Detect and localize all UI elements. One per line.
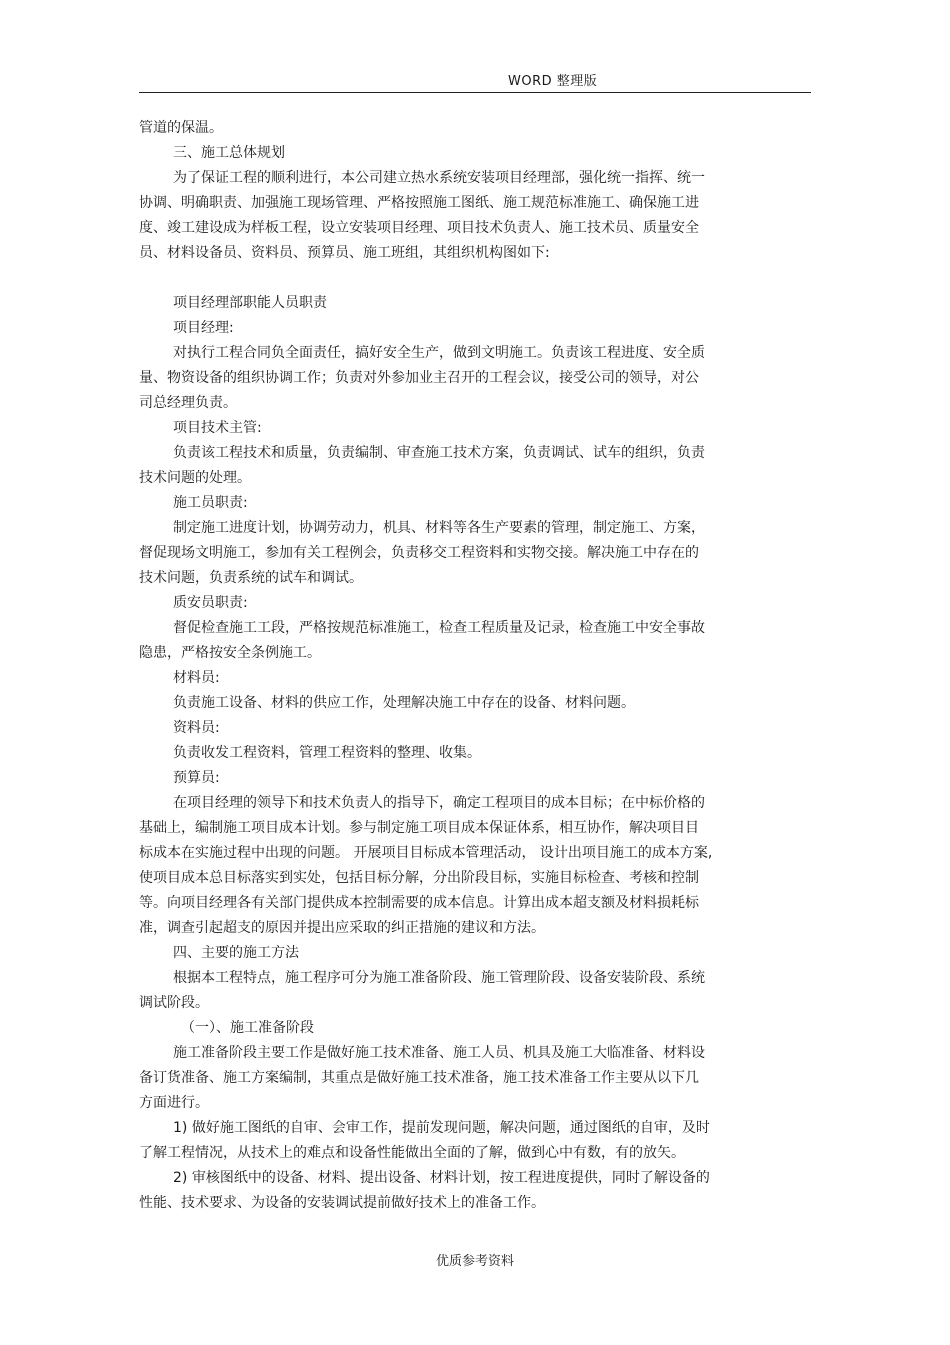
text-line: 方面进行。 bbox=[139, 1095, 209, 1111]
text-line: （一）、施工准备阶段 bbox=[181, 1020, 314, 1036]
text-line: 负责施工设备、材料的供应工作，处理解决施工中存在的设备、材料问题。 bbox=[173, 695, 635, 711]
text-line: 使项目成本总目标落实到实处，包括目标分解，分出阶段目标，实施目标检查、考核和控制 bbox=[139, 870, 699, 886]
header-text: WORD 整理版 bbox=[508, 74, 598, 89]
text-line: 施工准备阶段主要工作是做好施工技术准备、施工人员、机具及施工大临准备、材料设 bbox=[173, 1045, 705, 1061]
text-line: 质安员职责: bbox=[173, 595, 248, 611]
text-line: 项目经理: bbox=[173, 320, 234, 336]
text-line: 度、竣工建设成为样板工程，设立安装项目经理、项目技术负责人、施工技术员、质量安全 bbox=[139, 220, 699, 236]
text-line: 在项目经理的领导下和技术负责人的指导下，确定工程项目的成本目标；在中标价格的 bbox=[173, 795, 705, 811]
text-line: 等。向项目经理各有关部门提供成本控制需要的成本信息。计算出成本超支额及材料损耗标 bbox=[139, 895, 699, 911]
text-line: 量、物资设备的组织协调工作；负责对外参加业主召开的工程会议，接受公司的领导，对公 bbox=[139, 370, 699, 386]
text-line: 基础上，编制施工项目成本计划。参与制定施工项目成本保证体系，相互协作，解决项目目 bbox=[139, 820, 699, 836]
text-line: 负责该工程技术和质量，负责编制、审查施工技术方案，负责调试、试车的组织，负责 bbox=[173, 445, 705, 461]
text-line: 1) 做好施工图纸的自审、会审工作，提前发现问题，解决问题，通过图纸的自审，及时 bbox=[173, 1120, 710, 1136]
text-line: 项目经理部职能人员职责 bbox=[173, 295, 327, 311]
text-line: 标成本在实施过程中出现的问题。 开展项目目标成本管理活动， 设计出项目施工的成本方案, bbox=[139, 845, 713, 861]
page-header bbox=[139, 68, 811, 93]
text-line: 管道的保温。 bbox=[139, 120, 223, 136]
text-line: 为了保证工程的顺利进行，本公司建立热水系统安装项目经理部，强化统一指挥、统一 bbox=[173, 170, 705, 186]
text-line: 负责收发工程资料，管理工程资料的整理、收集。 bbox=[173, 745, 481, 761]
text-line: 隐患，严格按安全条例施工。 bbox=[139, 645, 321, 661]
text-line: 员、材料设备员、资料员、预算员、施工班组，其组织机构图如下: bbox=[139, 245, 550, 261]
text-line: 技术问题的处理。 bbox=[139, 470, 251, 486]
text-line: 协调、明确职责、加强施工现场管理、严格按照施工图纸、施工规范标准施工、确保施工进 bbox=[139, 195, 699, 211]
text-line: 对执行工程合同负全面责任，搞好安全生产，做到文明施工。负责该工程进度、安全质 bbox=[173, 345, 705, 361]
text-line: 2) 审核图纸中的设备、材料、提出设备、材料计划，按工程进度提供，同时了解设备的 bbox=[173, 1170, 710, 1186]
text-line: 技术问题，负责系统的试车和调试。 bbox=[139, 570, 363, 586]
text-line: 了解工程情况，从技术上的难点和设备性能做出全面的了解，做到心中有数，有的放矢。 bbox=[139, 1145, 685, 1161]
text-line: 制定施工进度计划，协调劳动力，机具、材料等各生产要素的管理，制定施工、方案， bbox=[173, 520, 705, 536]
text-line: 三、施工总体规划 bbox=[173, 145, 285, 161]
text-line: 资料员: bbox=[173, 720, 220, 736]
text-line: 准，调查引起超支的原因并提出应采取的纠正措施的建议和方法。 bbox=[139, 920, 545, 936]
text-line: 调试阶段。 bbox=[139, 995, 209, 1011]
text-line: 司总经理负责。 bbox=[139, 395, 237, 411]
text-line: 预算员: bbox=[173, 770, 220, 786]
text-line: 四、主要的施工方法 bbox=[173, 945, 299, 961]
text-line: 督促检查施工工段，严格按规范标准施工，检查工程质量及记录，检查施工中安全事故 bbox=[173, 620, 705, 636]
text-line: 备订货准备、施工方案编制，其重点是做好施工技术准备，施工技术准备工作主要从以下几 bbox=[139, 1070, 699, 1086]
text-line: 材料员: bbox=[173, 670, 220, 686]
text-line: 督促现场文明施工，参加有关工程例会，负责移交工程资料和实物交接。解决施工中存在的 bbox=[139, 545, 699, 561]
text-line: 施工员职责: bbox=[173, 495, 248, 511]
text-line: 根据本工程特点，施工程序可分为施工准备阶段、施工管理阶段、设备安装阶段、系统 bbox=[173, 970, 705, 986]
text-line: 性能、技术要求、为设备的安装调试提前做好技术上的准备工作。 bbox=[139, 1195, 545, 1211]
page-footer: 优质参考资料 bbox=[435, 1254, 514, 1269]
text-line: 项目技术主管: bbox=[173, 420, 262, 436]
